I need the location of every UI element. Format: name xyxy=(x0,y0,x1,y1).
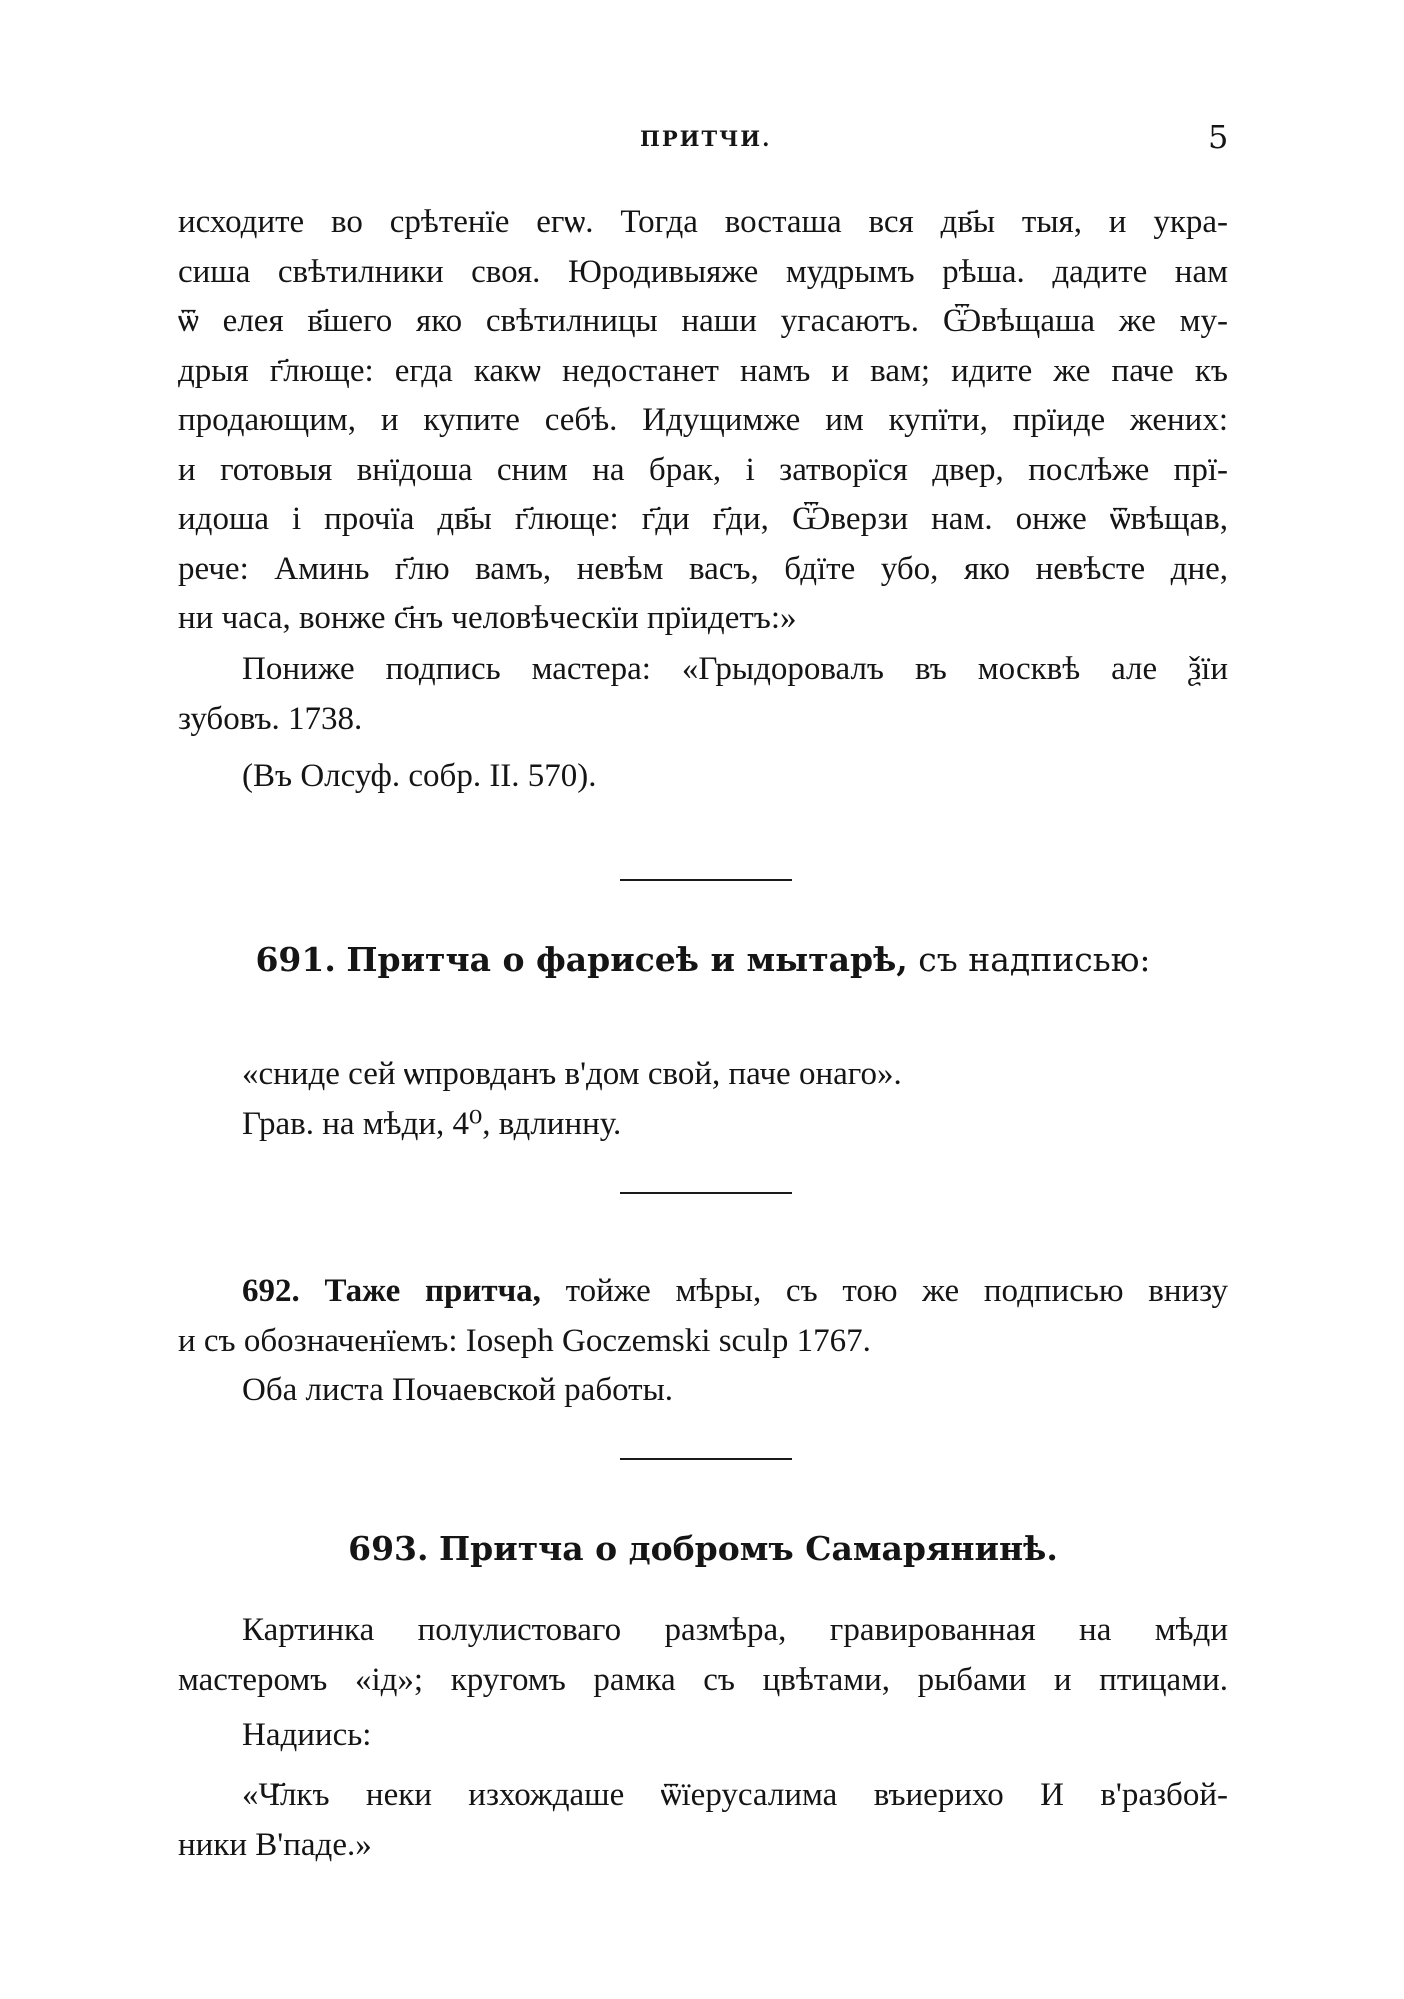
text-line: продающим, и купите себѣ. Идущимже им купїти, прїиде жених: xyxy=(178,402,1228,438)
text-line: ники В'паде.» xyxy=(178,1826,372,1863)
text-line: «сниде сей ѡпровданъ в'дом свой, паче онаго». xyxy=(242,1056,902,1092)
page-number: 5 xyxy=(1208,118,1229,156)
text-line: мастеромъ «ід»; кругомъ рамка съ цвѣтами, рыбами и птицами. xyxy=(178,1661,1228,1698)
entry-693-heading xyxy=(178,1524,1228,1574)
text-line: сиша свѣтилники своя. Юродивыяже мудрымъ рѣша. дадите нам xyxy=(178,253,1228,290)
text-line: «Ч҃лкъ неки изхождаше ѿїерусалима въиерихо И в'разбой- xyxy=(242,1777,1228,1813)
master-signature xyxy=(178,645,1228,744)
signature-line: Пониже подпись мастера: «Грыдоровалъ въ москвѣ але ѯїи xyxy=(242,651,1228,687)
text-line: исходите во срѣтенїе егѡ. Тогда восташа вся дв҃ы тыя, и укра- xyxy=(178,204,1228,240)
source-text: (Въ Олсуф. собр. II. 570). xyxy=(242,758,597,794)
running-title: ПРИТЧИ. xyxy=(640,126,772,151)
text-line: рече: Аминь г҃лю вамъ, невѣм васъ, бдїте убо, яко невѣсте дне, xyxy=(178,550,1228,587)
running-header xyxy=(0,118,1404,158)
entry-number: 692. xyxy=(242,1273,300,1309)
continuation-text xyxy=(178,198,1228,644)
section-divider xyxy=(620,1192,792,1194)
entry-title: Таже притча, xyxy=(324,1273,541,1309)
text-line: ни часа, вонже с҃нъ человѣческїи прїидетъ:» xyxy=(178,600,797,636)
entry-title-suffix: съ надписью: xyxy=(918,940,1151,979)
text-line: Картинка полулистоваго размѣра, гравированная на мѣди xyxy=(242,1612,1228,1648)
section-divider xyxy=(620,1458,792,1460)
text-line: дрыя г҃люще: егда какѡ недостанет намъ и вам; идите же паче къ xyxy=(178,352,1228,389)
text-line: Надиись: xyxy=(242,1717,372,1753)
entry-number: 693. xyxy=(348,1529,429,1568)
entry-693-text xyxy=(178,1606,1228,1705)
section-divider xyxy=(620,879,792,881)
source-note xyxy=(178,752,1228,802)
text-line: идоша і прочїа дв҃ы г҃люще: г҃ди г҃ди, Ѿверзи нам. онже ѿвѣщав, xyxy=(178,501,1228,537)
entry-lead-rest: тойже мѣры, съ тою же подписью внизу xyxy=(565,1273,1228,1309)
entry-693-inscription-label xyxy=(178,1711,1228,1761)
entry-691-heading xyxy=(178,935,1228,985)
signature-line: зубовъ. 1738. xyxy=(178,700,363,737)
entry-692-text xyxy=(178,1267,1228,1416)
text-line: и съ обозначенїемъ: Ioseph Goczemski sculp 1767. xyxy=(178,1322,871,1359)
text-line: Грав. на мѣди, 4⁰, вдлинну. xyxy=(242,1105,622,1142)
entry-title: Притча о добромъ Самарянинѣ. xyxy=(438,1529,1058,1568)
entry-691-text xyxy=(178,1050,1228,1149)
entry-693-inscription xyxy=(178,1771,1228,1870)
text-line: Оба листа Почаевской работы. xyxy=(242,1372,674,1408)
text-line: и готовыя внїдоша сним на брак, і затворїся двер, послѣже прї- xyxy=(178,451,1228,488)
text-line: ѿ елея в҃шего яко свѣтилницы наши угасаютъ. Ѿвѣщаша же му- xyxy=(178,303,1228,339)
entry-number: 691. xyxy=(255,940,336,979)
entry-title: Притча о фарисеѣ и мытарѣ, xyxy=(346,940,908,979)
entry-lead-line xyxy=(178,1267,1228,1317)
